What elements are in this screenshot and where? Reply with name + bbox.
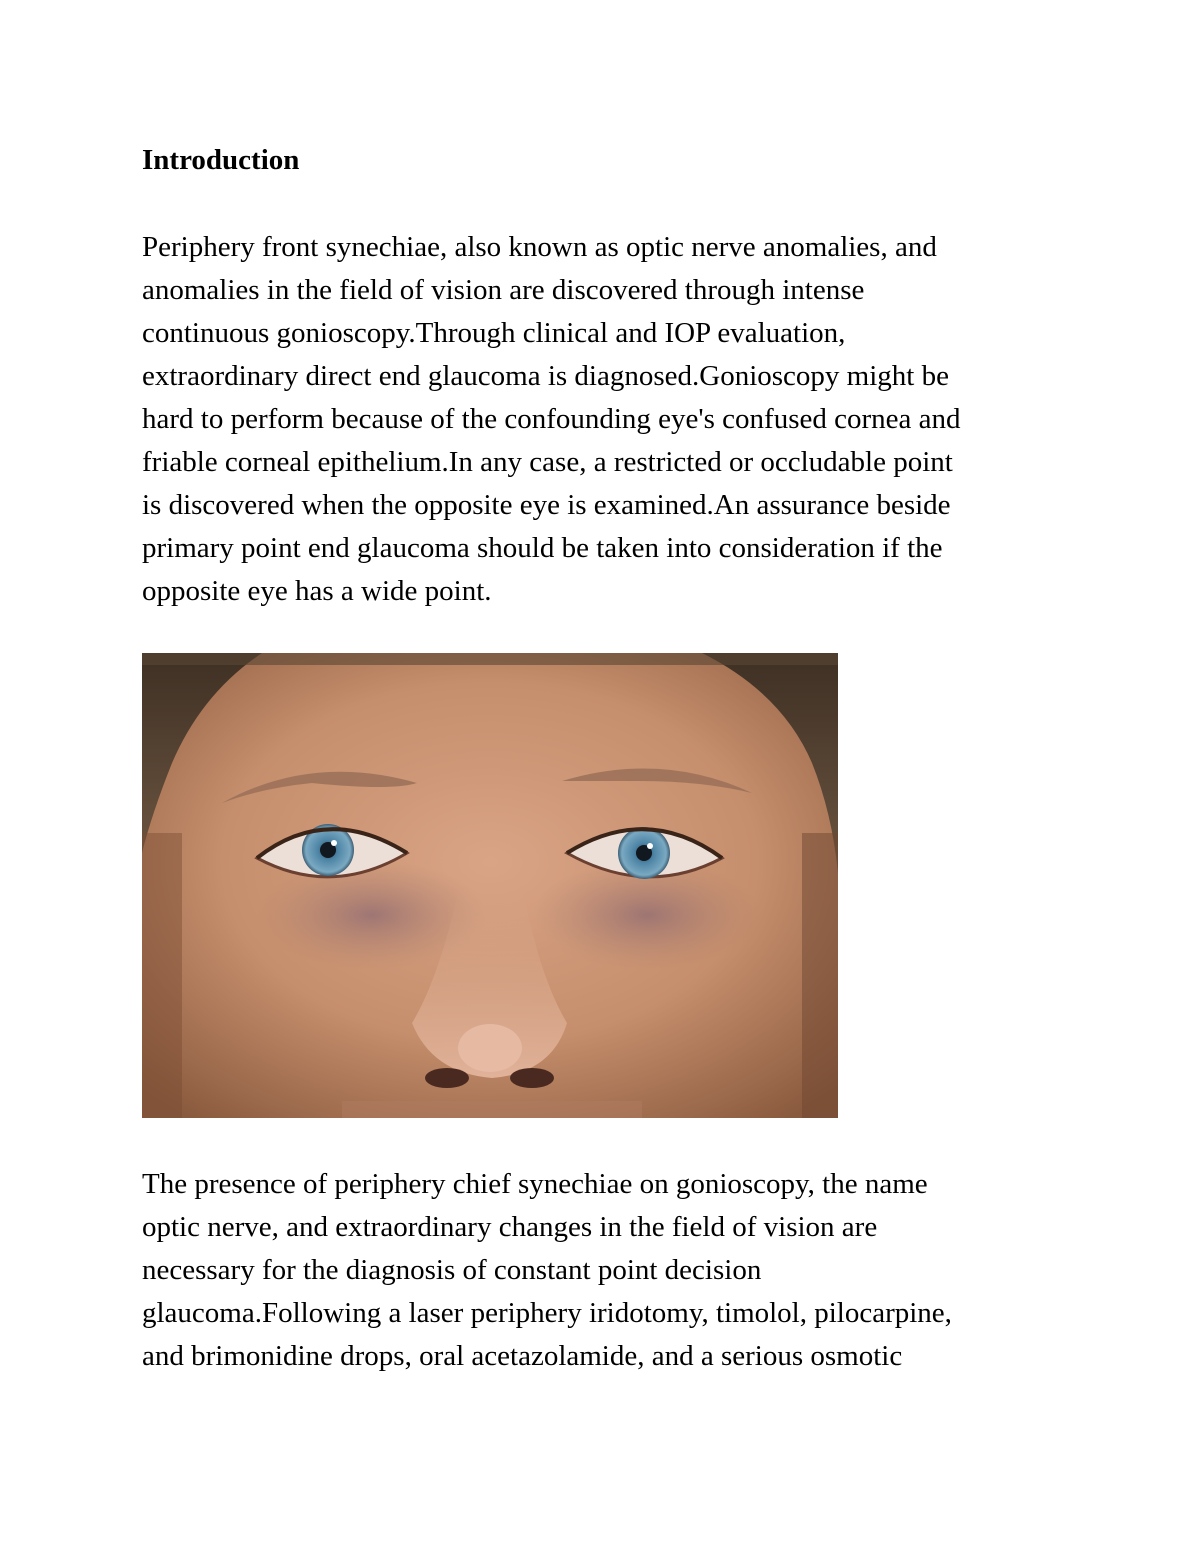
face-shadow-right [802, 833, 838, 1118]
paragraph-line: optic nerve, and extraordinary changes in the field of vision are [142, 1211, 878, 1243]
paragraph-line: hard to perform because of the confounding eye's confused cornea and [142, 403, 961, 435]
paragraph-line: anomalies in the field of vision are discovered through intense [142, 274, 865, 306]
intro-paragraph [142, 226, 1102, 613]
paragraph-line: opposite eye has a wide point. [142, 575, 492, 607]
paragraph-line: primary point end glaucoma should be taken into consideration if the [142, 532, 943, 564]
upper-lip-shade [342, 1101, 642, 1118]
paragraph-line: Periphery front synechiae, also known as optic nerve anomalies, and [142, 231, 937, 263]
paragraph-line: friable corneal epithelium.In any case, a restricted or occludable point [142, 446, 953, 478]
paragraph-line: necessary for the diagnosis of constant point decision [142, 1254, 762, 1286]
paragraph-line: continuous gonioscopy.Through clinical and IOP evaluation, [142, 317, 846, 349]
hairline [142, 653, 838, 665]
section-heading: Introduction [142, 144, 300, 176]
face-illustration [142, 653, 838, 1118]
paragraph-line: The presence of periphery chief synechiae on gonioscopy, the name [142, 1168, 928, 1200]
face-shadow-left [142, 833, 182, 1118]
paragraph-line: extraordinary direct end glaucoma is diagnosed.Gonioscopy might be [142, 360, 949, 392]
eyes-photo [142, 653, 838, 1118]
paragraph-line: and brimonidine drops, oral acetazolamide, and a serious osmotic [142, 1340, 903, 1372]
paragraph-line: glaucoma.Following a laser periphery iridotomy, timolol, pilocarpine, [142, 1297, 952, 1329]
paragraph-line: is discovered when the opposite eye is examined.An assurance beside [142, 489, 951, 521]
diagnosis-paragraph [142, 1163, 1102, 1378]
